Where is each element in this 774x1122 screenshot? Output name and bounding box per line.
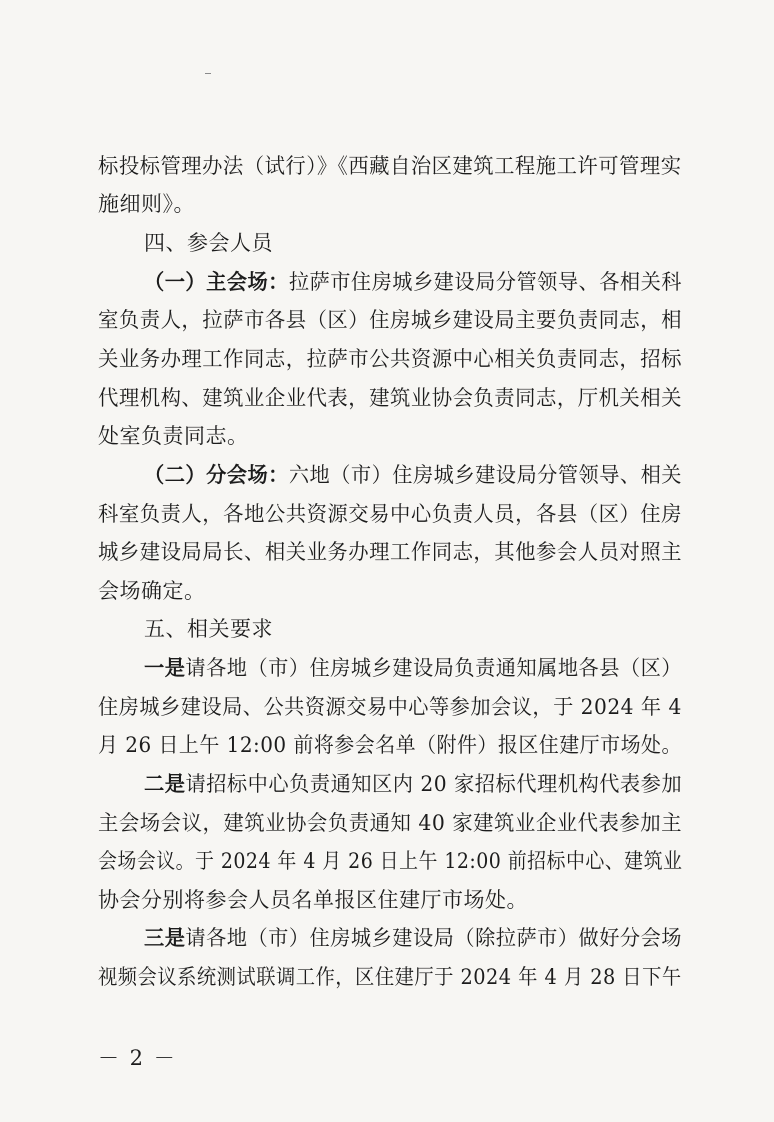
line-text: 代理机构、建筑业企业代表，建筑业协会负责同志，厅机关相关	[98, 386, 683, 410]
body-line-16	[98, 730, 682, 760]
body-line-21	[144, 923, 682, 953]
heading-text: 五、相关要求	[144, 617, 273, 641]
body-line-8	[98, 421, 249, 451]
line-text: 请各地（市）住房城乡建设局（除拉萨市）做好分会场	[185, 926, 682, 950]
line-text: 科室负责人，各地公共资源交易中心负责人员，各县（区）住房	[98, 502, 683, 526]
body-line-20	[98, 885, 528, 915]
body-line-1	[98, 151, 682, 181]
line-text: 拉萨市住房城乡建设局分管领导、各相关科	[288, 270, 682, 294]
requirement-2-label: 二是	[144, 771, 186, 796]
line-text: 月 26 日上午 12:00 前将参会名单（附件）报区住建厅市场处。	[98, 733, 682, 757]
line-text: 施细则》。	[98, 192, 195, 216]
line-text: 标投标管理办法（试行）》《西藏自治区建筑工程施工许可管理实	[98, 154, 682, 178]
line-text: 室负责人，拉萨市各县（区）住房城乡建设局主要负责同志，相	[98, 308, 683, 332]
body-line-11	[98, 537, 682, 567]
requirement-1-label: 一是	[144, 655, 186, 680]
line-text: 处室负责同志。	[98, 424, 249, 448]
line-text: 会场会议。于 2024 年 4 月 26 日上午 12:00 前招标中心、建筑业	[98, 849, 683, 873]
body-line-9	[144, 460, 682, 490]
line-text: 关业务办理工作同志，拉萨市公共资源中心相关负责同志，招标	[98, 347, 683, 371]
body-line-15	[98, 692, 682, 722]
line-text: 住房城乡建设局、公共资源交易中心等参加会议，于 2024 年 4	[98, 695, 682, 719]
body-line-5	[98, 305, 682, 335]
body-line-6	[98, 344, 682, 374]
body-line-18	[98, 808, 682, 838]
scan-speck	[205, 73, 211, 74]
body-line-10	[98, 499, 682, 529]
line-text: 请各地（市）住房城乡建设局负责通知属地各县（区）	[185, 656, 682, 680]
body-line-22	[98, 962, 682, 992]
body-line-17	[144, 769, 682, 799]
line-text: 六地（市）住房城乡建设局分管领导、相关	[288, 463, 682, 487]
body-line-14	[144, 653, 682, 683]
body-line-2	[98, 189, 195, 219]
body-line-4	[144, 267, 682, 297]
section-heading-attendees	[144, 228, 273, 258]
line-text: 主会场会议，建筑业协会负责通知 40 家建筑业企业代表参加主	[98, 811, 683, 835]
line-text: 视频会议系统测试联调工作，区住建厅于 2024 年 4 月 28 日下午	[98, 965, 682, 989]
page-number: － 2 －	[98, 1046, 177, 1070]
body-line-12	[98, 576, 206, 606]
section-heading-requirements	[144, 614, 273, 644]
main-venue-label: （一）主会场：	[144, 269, 289, 294]
heading-text: 四、参会人员	[144, 231, 273, 255]
line-text: 协会分别将参会人员名单报区住建厅市场处。	[98, 888, 528, 912]
line-text: 请招标中心负责通知区内 20 家招标代理机构代表参加	[185, 772, 683, 796]
body-line-7	[98, 383, 682, 413]
requirement-3-label: 三是	[144, 925, 186, 950]
sub-venue-label: （二）分会场：	[144, 462, 289, 487]
line-text: 城乡建设局局长、相关业务办理工作同志，其他参会人员对照主	[98, 540, 683, 564]
line-text: 会场确定。	[98, 579, 206, 603]
body-line-19	[98, 846, 682, 876]
